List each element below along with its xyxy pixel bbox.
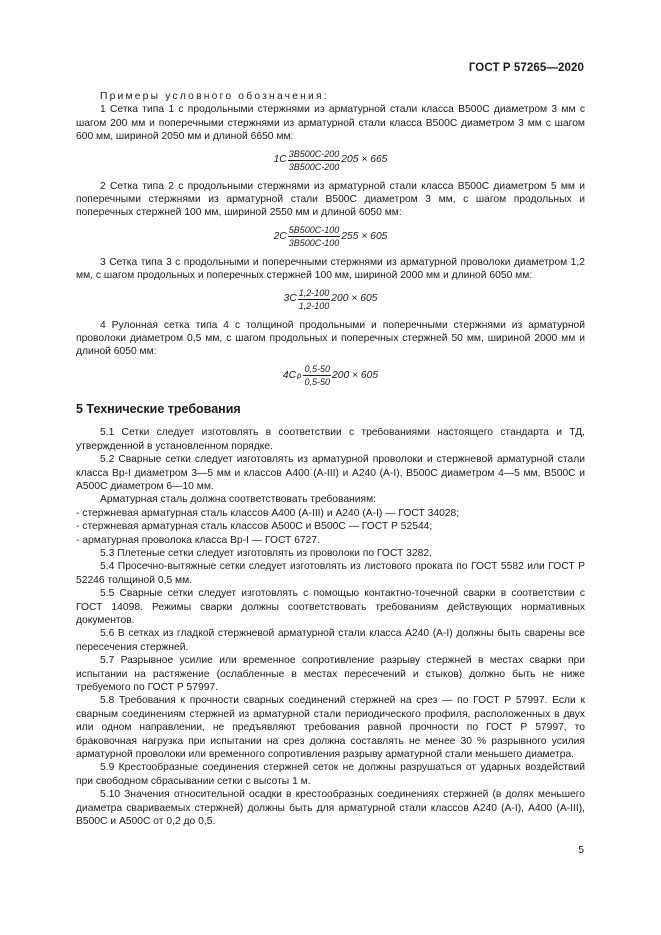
formula-denominator: 3В500С-100: [288, 237, 340, 248]
clause-5-2: 5.2 Сварные сетки следует изготовлять из арматурной проволоки и стержневой арматурной стали класса Вр-I диаметром 3—5 мм и классов А400 (А-III) и А240 (А-I), В500С диаметром 4—5 мм, В500С и А500С диаметром 6—10 мм.: [76, 454, 585, 492]
formula-fraction: [298, 288, 331, 311]
example-1-text: 1 Сетка типа 1 с продольными стержнями из арматурной стали класса В500С диаметром 3 мм с шагом 200 мм и поперечными стержнями из арматурной стали класса В500С диаметром 3 мм с шагом 600 мм, шириной 2050 мм и длиной 6650 мм:: [76, 104, 585, 143]
example-2-formula: [76, 225, 585, 248]
clause-5-8: 5.8 Требования к прочности сварных соединений стержней на срез — по ГОСТ Р 57997. Если к сварным соединениям стержней из арматурной стали периодического профиля, расположенных в двух или одном направлении, не предъявляют требования равной прочности по ГОСТ Р 57997, то браковочная нагрузка при испытании на срез должна составлять не менее 30 % разрывного усилия арматурной проволоки или временного сопротивления разрыву арматурной стали меньшего диаметра.: [76, 695, 585, 761]
formula-numerator: 5В500С-100: [288, 224, 340, 235]
formula-fraction: [288, 149, 341, 172]
section-title: 5 Технические требования: [76, 401, 241, 416]
formula-suffix: 200 × 605: [331, 293, 378, 305]
clause-5-1: 5.1 Сетки следует изготовлять в соответствии с требованиями настоящего стандарта и ТД, утвержденной в установленном порядке.: [76, 427, 585, 452]
formula-suffix: 255 × 605: [341, 230, 388, 242]
formula-numerator: 0,5-50: [304, 363, 331, 374]
clause-5-4: 5.4 Просечно-вытяжные сетки следует изготовлять из листового проката по ГОСТ 5582 или ГОСТ Р 52246 толщиной 0,5 мм.: [76, 561, 585, 586]
formula-numerator: 1,2-100: [298, 287, 330, 298]
formula-denominator: 1,2-100: [298, 300, 330, 311]
list-item: - арматурная проволока класса Вр-I — ГОСТ 6727.: [76, 534, 320, 546]
clause-5-10: 5.10 Значения относительной осадки в крестообразных соединениях стержней (в долях меньшего диаметра свариваемых стержней) должны быть для арматурной стали классов А240 (А-I), А400 (А-III), В500С и А500С от 0,2 до 0,5.: [76, 789, 585, 828]
list-item: - стержневая арматурная сталь классов А400 (А-III) и А240 (А-I) — ГОСТ 34028;: [76, 507, 460, 519]
page-number: 5: [578, 845, 584, 856]
example-2-text: 2 Сетка типа 2 с продольными стержнями из арматурной стали класса В500С диаметром 5 мм и поперечными стержнями из арматурной стали В500С диаметром 3 мм, с шагом продольных и поперечных стержней 100 мм, шириной 2550 мм и длиной 6050 мм:: [76, 180, 585, 219]
formula-fraction: [288, 225, 341, 248]
example-4-text: 4 Рулонная сетка типа 4 с толщиной продольными и поперечными стержнями из арматурной проволоки диаметром 0,5 мм, с шагом продольных и поперечных стержней 50 мм, шириной 2000 мм и длиной 6050 мм:: [76, 319, 585, 358]
list-item: - стержневая арматурная сталь классов А500С и В500С — ГОСТ Р 52544;: [76, 521, 433, 533]
clause-5-7: 5.7 Разрывное усилие или временное сопротивление разрыву стержней в местах сварки при испытании на растяжение (ослабленные в местах пересечений и стыков) должно быть не ниже требуемого по ГОСТ Р 57997.: [76, 655, 585, 693]
example-4-formula: [76, 364, 585, 387]
example-1-formula: [76, 149, 585, 172]
formula-suffix: 200 × 605: [332, 369, 379, 381]
clause-5-9: 5.9 Крестообразные соединения стержней сеток не должны разрушаться от ударных воздействий при свободном сбрасывании сетки с высоты 1 м.: [76, 762, 585, 787]
standard-code: ГОСТ Р 57265—2020: [468, 62, 584, 74]
clause-5-3: 5.3 Плетеные сетки следует изготовлять из проволоки по ГОСТ 3282.: [100, 547, 432, 559]
formula-prefix: 3С: [283, 293, 297, 305]
formula-prefix: 2С: [273, 230, 287, 242]
clause-5-5: 5.5 Сварные сетки следует изготовлять с помощью контактно-точечной сварки в соответствии с ГОСТ 14098. Режимы сварки должны соответствовать требованиям действующих нормативных документов.: [76, 588, 585, 626]
clause-5-6: 5.6 В сетках из гладкой стержневой арматурной стали класса А240 (А-I) должны быть сварены все пересечения стержней.: [76, 628, 585, 653]
example-3-formula: [76, 288, 585, 311]
formula-prefix: 4С: [282, 369, 297, 381]
page-content: [76, 90, 585, 828]
formula-fraction: [303, 364, 331, 387]
formula-subscript: р: [297, 370, 302, 380]
example-3-text: 3 Сетка типа 3 с продольными и поперечными стержнями из арматурной проволоки диаметром 1,2 мм, с шагом продольных и поперечных стержней 100 мм, шириной 2000 мм и длиной 6050 мм:: [76, 256, 585, 282]
examples-heading: Примеры условного обозначения:: [100, 91, 329, 102]
steel-requirements-intro: Арматурная сталь должна соответствовать требованиям:: [100, 494, 377, 506]
formula-denominator: 0,5-50: [304, 376, 331, 387]
formula-suffix: 205 × 665: [341, 154, 388, 166]
formula-prefix: 1С: [273, 154, 287, 166]
formula-denominator: 3В500С-200: [288, 161, 340, 172]
formula-numerator: 3В500С-200: [288, 148, 340, 159]
